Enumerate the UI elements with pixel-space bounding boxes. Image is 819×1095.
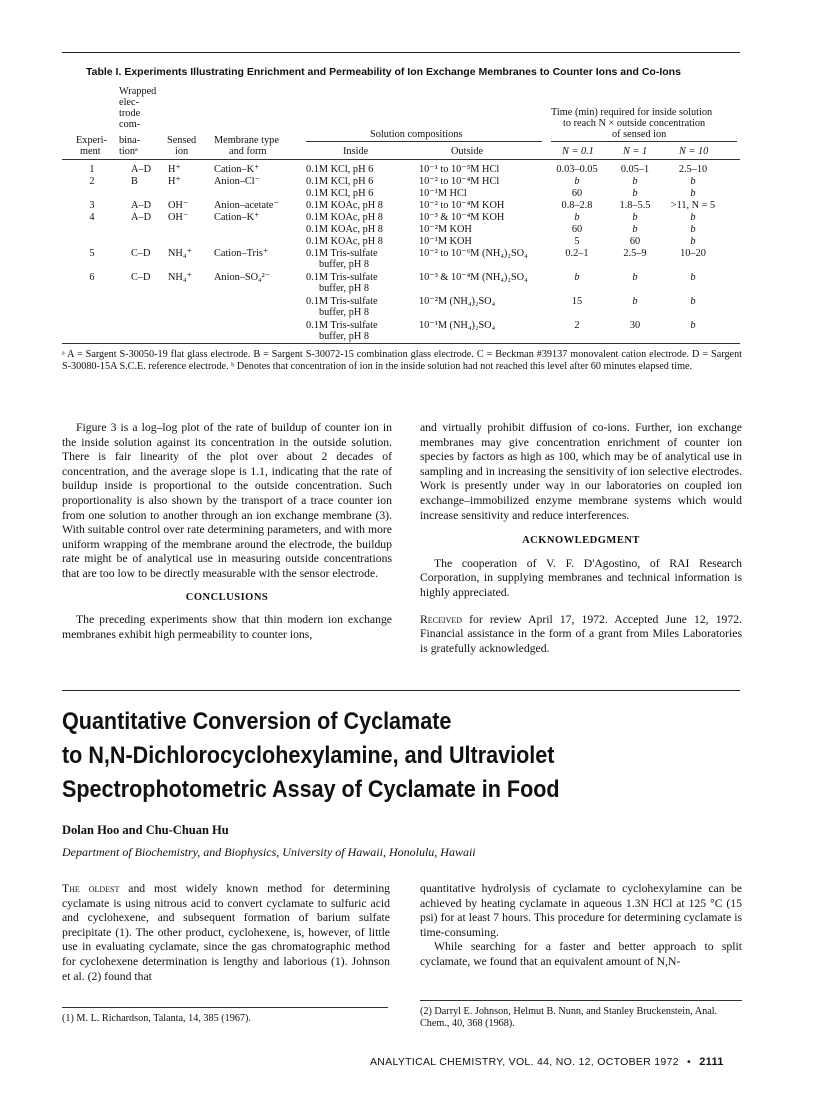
footer-journal: ANALYTICAL CHEMISTRY, VOL. 44, NO. 12, OCTOBER 1972 — [370, 1056, 679, 1068]
table-cell-combination: C–D — [131, 272, 151, 283]
table-cell-n01: 0.8–2.8 — [561, 200, 593, 211]
header-outside: Outside — [451, 146, 484, 157]
footnote-1: (1) M. L. Richardson, Talanta, 14, 385 (1967). — [62, 1013, 251, 1024]
page-footer — [370, 1056, 724, 1068]
header-sensed-1: ion — [175, 146, 189, 157]
table-cell-n01: 60 — [571, 224, 583, 235]
table-cell-inside: 0.1M KCl, pH 6 — [306, 188, 374, 199]
table-cell-n10: b — [690, 272, 696, 283]
header-wrapped-1: elec- — [119, 97, 140, 108]
table-cell-n1: b — [632, 188, 638, 199]
table-cell-inside: 0.1M KOAc, pH 8 — [306, 200, 383, 211]
left-paragraph-2: The preceding experiments show that thin modern ion exchange membranes exhibit high permeability to counter ions, — [62, 613, 392, 641]
footer-bullet: • — [687, 1056, 692, 1068]
table-cell-membrane: Anion–SO₄²⁻ — [214, 272, 271, 283]
table-cell-combination: B — [131, 176, 138, 187]
table-cell-outside: 10⁻¹M (NH₄)₂SO₄ — [419, 320, 496, 331]
table-cell-n10: b — [690, 236, 696, 247]
table-cell-n01: 0.03–0.05 — [556, 164, 598, 175]
conclusions-heading: CONCLUSIONS — [185, 591, 269, 603]
table-cell-inside-continued: buffer, pH 8 — [319, 307, 370, 318]
header-n10: N = 10 — [679, 146, 709, 157]
table-cell-ion: OH⁻ — [168, 212, 189, 223]
table-cell-n01: 15 — [571, 296, 583, 307]
table-cell-n10: 10–20 — [680, 248, 706, 259]
table-cell-membrane: Cation–K⁺ — [214, 212, 260, 223]
table-bottom-rule — [62, 343, 740, 344]
table-cell-experiment: 1 — [89, 164, 95, 175]
table-cell-inside: 0.1M KOAc, pH 8 — [306, 236, 383, 247]
table-cell-n1: b — [632, 272, 638, 283]
table-cell-outside: 10⁻²M KOH — [419, 224, 472, 235]
table-cell-ion: H⁺ — [168, 164, 181, 175]
table-cell-ion: NH₄⁺ — [168, 248, 192, 259]
table-cell-inside: 0.1M KOAc, pH 8 — [306, 224, 383, 235]
table-cell-inside: 0.1M KCl, pH 6 — [306, 164, 374, 175]
table-cell-combination: A–D — [131, 212, 152, 223]
table-cell-ion: OH⁻ — [168, 200, 189, 211]
table-cell-experiment: 5 — [89, 248, 95, 259]
table-cell-n01: 60 — [571, 188, 583, 199]
right-column — [420, 421, 742, 656]
table-cell-outside: 10⁻³ & 10⁻⁴M (NH₄)₂SO₄ — [419, 272, 528, 283]
header-wrapped-2: trode — [119, 108, 141, 119]
table-cell-n01: 2 — [574, 320, 580, 331]
header-solution: Solution compositions — [370, 129, 463, 140]
table-cell-n01: b — [574, 176, 580, 187]
header-solution-rule — [306, 141, 542, 142]
header-membrane-1: and form — [229, 146, 267, 157]
header-wrapped-3: com- — [119, 119, 141, 130]
table-cell-n01: b — [574, 272, 580, 283]
table-cell-experiment: 2 — [89, 176, 95, 187]
table-cell-n1: b — [632, 296, 638, 307]
table-cell-experiment: 3 — [89, 200, 95, 211]
table-cell-n10: 2.5–10 — [678, 164, 708, 175]
footnote-2: (2) Darryl E. Johnson, Helmut B. Nunn, and Stanley Bruckenstein, Anal. Chem., 40, 368 (1968). — [420, 1006, 718, 1029]
table-cell-n10: >11, N = 5 — [670, 200, 716, 211]
table-cell-outside: 10⁻¹ to 10⁻⁵M HCl — [419, 164, 500, 175]
table-cell-experiment: 6 — [89, 272, 95, 283]
header-n1: N = 1 — [623, 146, 648, 157]
table-cell-n1: 60 — [629, 236, 641, 247]
table-cell-n10: b — [690, 296, 696, 307]
acknowledgment-heading: ACKNOWLEDGMENT — [522, 535, 640, 547]
table-cell-inside-continued: buffer, pH 8 — [319, 331, 370, 342]
header-time-rule — [551, 141, 737, 142]
header-time-0: Time (min) required for inside solution — [551, 107, 713, 118]
table-cell-combination: C–D — [131, 248, 151, 259]
table-cell-experiment: 4 — [89, 212, 95, 223]
header-inside: Inside — [343, 146, 369, 157]
header-time-2: of sensed ion — [612, 129, 667, 140]
article-lead: The oldest — [62, 882, 120, 895]
table-cell-n10: b — [690, 176, 696, 187]
table-cell-n1: 2.5–9 — [623, 248, 647, 259]
table-cell-n10: b — [690, 212, 696, 223]
table-cell-n01: 5 — [574, 236, 580, 247]
table-cell-outside: 10⁻¹M KOH — [419, 236, 472, 247]
table-cell-inside-continued: buffer, pH 8 — [319, 283, 370, 294]
right-paragraph-1: and virtually prohibit diffusion of co-ions. Further, ion exchange membranes may give concentration enrichment of counter ion species by factors as high as 100, which may be of analytical use in sampling and in increasing the sensitivity of ion selective electrodes. Work is presently under way in our laboratories on coupled ion exchange–immobilized enzyme membrane systems which would increase sensitivity and reduce interferences. — [420, 421, 742, 522]
right-paragraph-2: The cooperation of V. F. D'Agostino, of RAI Research Corporation, in supplying membranes and technical information is highly appreciated. — [420, 556, 742, 599]
table-cell-outside: 10⁻² to 10⁻⁴M KOH — [419, 200, 505, 211]
table-cell-ion: NH₄⁺ — [168, 272, 192, 283]
top-rule — [62, 52, 740, 53]
table-cell-inside: 0.1M KOAc, pH 8 — [306, 212, 383, 223]
article-authors: Dolan Hoo and Chu-Chuan Hu — [62, 823, 229, 837]
table-cell-n01: b — [574, 212, 580, 223]
table-cell-membrane: Anion–acetate⁻ — [214, 200, 279, 211]
table-cell-outside: 10⁻² to 10⁻⁶M (NH₄)₂SO₄ — [419, 248, 528, 259]
received-text: for review April 17, 1972. Accepted June 12, 1972. Financial assistance in the form of a grant from Miles Laboratories is gratefully acknowledged. — [420, 612, 742, 655]
header-experiment-1: ment — [80, 146, 101, 157]
footnote-rule-right — [420, 1000, 742, 1001]
table-cell-membrane: Anion–Cl⁻ — [214, 176, 261, 187]
table-cell-inside: 0.1M Tris-sulfate — [306, 272, 378, 283]
article-right-paragraph-1: quantitative hydrolysis of cyclamate to cyclohexylamine can be achieved by heating cyclamate in aqueous 1.3N HCl at 125 °C (15 psi) for at least 7 hours. This procedure for determining cyclamate is time-consuming. — [420, 882, 742, 939]
header-wrapped-4: bina- — [119, 135, 141, 146]
article-right-column — [420, 882, 742, 970]
table-cell-n1: b — [632, 212, 638, 223]
table-cell-n1: 1.8–5.5 — [619, 200, 651, 211]
article-left-body: and most widely known method for determining cyclamate is using nitrous acid to convert cyclamate to sulfuric acid and cyclohexene, and subsequent formation of barium sulfate precipitate (1). The other product, cyclohexene, is, however, of little use in evaluating cyclamate, since the gas chromatographic method for cyclohexene determination is lengthy and laborious (1). Johnson et al. (2) found that — [62, 882, 391, 983]
article-rule — [62, 690, 740, 691]
table-title: Table I. Experiments Illustrating Enrichment and Permeability of Ion Exchange Membranes to Counter Ions and Co-Ions — [86, 66, 681, 78]
header-wrapped-0: Wrapped — [119, 86, 157, 97]
table-cell-n10: b — [690, 188, 696, 199]
table-cell-outside: 10⁻² to 10⁻⁴M HCl — [419, 176, 500, 187]
footer-page-number: 2111 — [699, 1056, 724, 1068]
article-left-column — [62, 882, 390, 984]
table-cell-membrane: Cation–Tris⁺ — [214, 248, 269, 259]
header-experiment-0: Experi- — [76, 135, 107, 146]
header-n01: N = 0.1 — [562, 146, 594, 157]
table-cell-combination: A–D — [131, 164, 152, 175]
table-cell-combination: A–D — [131, 200, 152, 211]
table-cell-inside: 0.1M Tris-sulfate — [306, 320, 378, 331]
table-cell-n1: 30 — [629, 320, 641, 331]
article-affiliation: Department of Biochemistry, and Biophysics, University of Hawaii, Honolulu, Hawaii — [62, 845, 476, 859]
table-cell-inside-continued: buffer, pH 8 — [319, 259, 370, 270]
footnote-rule-left — [62, 1007, 388, 1008]
article-left-paragraph — [62, 882, 390, 984]
article-title-line3: Spectrophotometric Assay of Cyclamate in Food — [62, 776, 560, 803]
left-column — [62, 421, 392, 642]
received-note — [420, 613, 742, 657]
header-membrane-0: Membrane type — [214, 135, 279, 146]
table-cell-n10: b — [690, 224, 696, 235]
received-label: Received — [420, 612, 463, 626]
table-cell-inside: 0.1M Tris-sulfate — [306, 248, 378, 259]
table-cell-outside: 10⁻¹M HCl — [419, 188, 467, 199]
table-cell-outside: 10⁻²M (NH₄)₂SO₄ — [419, 296, 496, 307]
article-title-line1: Quantitative Conversion of Cyclamate — [62, 708, 452, 735]
table-cell-membrane: Cation–K⁺ — [214, 164, 260, 175]
header-bottom-rule — [62, 159, 740, 160]
table-cell-n1: b — [632, 176, 638, 187]
table-cell-inside: 0.1M KCl, pH 6 — [306, 176, 374, 187]
header-sensed-0: Sensed — [167, 135, 197, 146]
table-cell-n01: 0.2–1 — [565, 248, 589, 259]
header-wrapped-5: tionᵃ — [119, 146, 138, 157]
article-title-line2: to N,N-Dichlorocyclohexylamine, and Ultraviolet — [62, 742, 555, 769]
table-footnote: ᵃ A = Sargent S-30050-19 flat glass electrode. B = Sargent S-30072-15 combination glass electrode. C = Beckman #39137 monovalent cation electrode. D = Sargent S-30080-15A S.C.E. reference electrode. ᵇ Denotes that concentration of ion in the inside solution had not reached this level after 60 minutes elapsed time. — [62, 349, 742, 372]
table-cell-inside: 0.1M Tris-sulfate — [306, 296, 378, 307]
header-time-1: to reach N × outside concentration — [563, 118, 706, 129]
table-cell-n1: b — [632, 224, 638, 235]
table-cell-n10: b — [690, 320, 696, 331]
left-paragraph-1: Figure 3 is a log–log plot of the rate of buildup of counter ion in the inside solution against its concentration in the outside solution. There is fair linearity of the plot over about 2 decades of concentration, and the average slope is 1.1, indicating that the rate of buildup inside is proportional to the outside concentration. Such proportionality is also shown by the transport of a trace counter ion from one solution to another through an ion exchange membrane (3). With suitable control over rate determining parameters, and with more uniform wrapping of the membrane around the electrode, the buildup rate might be of analytical use in measuring outside concentrations that are too low to be directly measurable with the sensor electrode. — [62, 421, 392, 580]
article-right-paragraph-2: While searching for a faster and better approach to split cyclamate, we found that an equivalent amount of N,N- — [420, 940, 742, 968]
table-cell-n1: 0.05–1 — [620, 164, 650, 175]
table-cell-ion: H⁺ — [168, 176, 181, 187]
table-cell-outside: 10⁻³ & 10⁻⁴M KOH — [419, 212, 505, 223]
article-title — [62, 705, 678, 807]
